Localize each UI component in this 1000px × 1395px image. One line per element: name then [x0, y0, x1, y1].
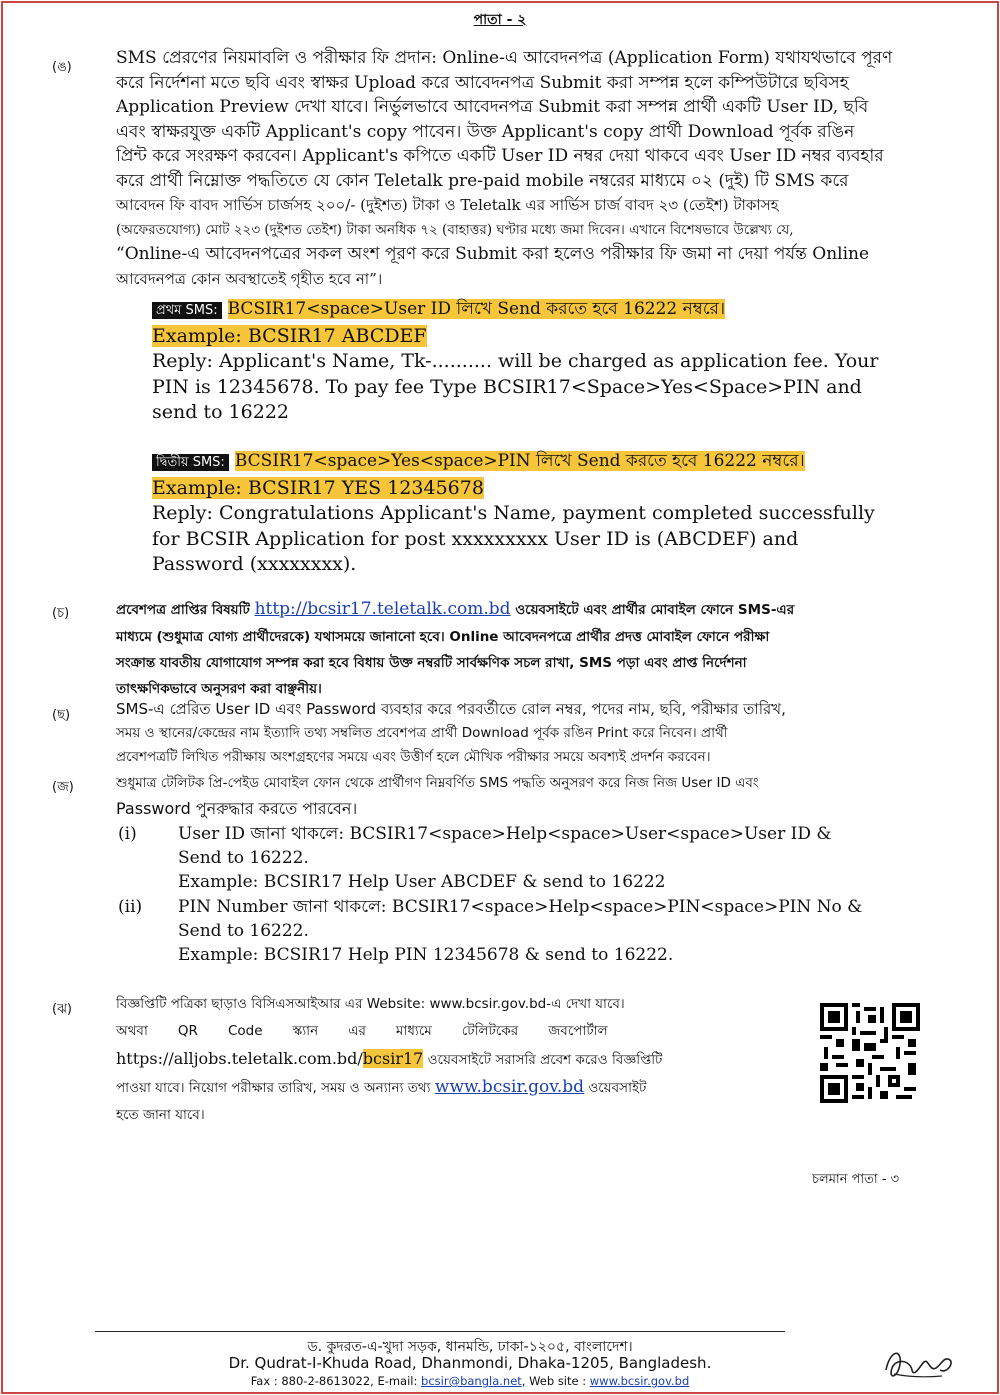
sms1-instruction: BCSIR17<space>User ID লিখে Send করতে হবে 16222 নম্বরে।	[227, 299, 726, 319]
section-ja-item-num: (ii)	[118, 897, 143, 917]
signature-image	[880, 1340, 960, 1385]
section-ja-item-line: Send to 16222.	[178, 848, 309, 868]
section-u-line: প্রিন্ট করে সংরক্ষণ করবেন। Applicant's কপিতে একটি User ID নম্বর দেয়া থাকবে এবং User ID নম্বর ব্যবহার	[116, 146, 884, 166]
section-u-line: SMS প্রেরণের নিয়মাবলি ও পরীক্ষার ফি প্রদান: Online-এ আবেদনপত্র (Application Form) যথাযথভাবে পূরণ	[116, 48, 893, 68]
footer-en-address: Dr. Qudrat-I-Khuda Road, Dhanmondi, Dhaka-1205, Bangladesh.	[228, 1354, 712, 1372]
section-ja-item	[178, 895, 938, 967]
section-jha-line: হতে জানা যাবে।	[116, 1107, 205, 1123]
section-cha-line: তাৎক্ষণিকভাবে অনুসরণ করা বাঞ্ছনীয়।	[116, 681, 322, 697]
section-chha-line: প্রবেশপত্রটি লিখিত পরীক্ষায় অংশগ্রহণের সময়ে এবং উত্তীর্ণ হলে মৌখিক পরীক্ষার সময়ে অবশ্যই প্রদর্শন করবেন।	[116, 749, 711, 765]
section-ja-item-line: User ID জানা থাকলে: BCSIR17<space>Help<space>User<space>User ID &	[178, 824, 832, 844]
sms1-reply-line: send to 16222	[152, 401, 289, 423]
section-chha-line: SMS-এ প্রেরিত User ID এবং Password ব্যবহার করে পরবর্তীতে রোল নম্বর, পদের নাম, ছবি, পরীক্ষার তারিখ,	[116, 700, 786, 718]
sms2-block	[152, 448, 938, 578]
section-chha-line: সময় ও স্থানের/কেন্দ্রের নাম ইত্যাদি তথ্য সম্বলিত প্রবেশপত্র প্রার্থী Download পূর্বক রঙিন Print করে নিবেন। প্রার্থী	[116, 725, 728, 741]
section-u-line: “Online-এ আবেদনপত্রের সকল অংশ পূরণ করে Submit করা হলেও পরীক্ষার ফি জমা না দেয়া পর্যন্ত Online	[116, 244, 870, 264]
footer-website-link[interactable]: www.bcsir.gov.bd	[589, 1374, 690, 1388]
sms1-block	[152, 296, 938, 426]
sms2-reply-line: Password (xxxxxxxx).	[152, 553, 357, 575]
footer-email-link[interactable]: bcsir@bangla.net	[421, 1374, 522, 1388]
section-cha-line: সংক্রান্ত যাবতীয় যোগাযোগ সম্পন্ন করা হবে বিধায় উক্ত নম্বরটি সার্বক্ষণিক সচল রাখা, SMS পড়া এবং প্রাপ্ত নির্দেশনা	[116, 655, 747, 671]
section-chha-text	[116, 697, 938, 769]
page-number-header: পাতা - ২	[473, 12, 527, 28]
footer-fax: Fax : 880-2-8613022, E-mail:	[250, 1374, 422, 1388]
section-ja-item-line: Example: BCSIR17 Help PIN 12345678 & send to 16222.	[178, 945, 674, 965]
sms1-reply-line: Reply: Applicant's Name, Tk-.......... will be charged as application fee. Your	[152, 350, 879, 372]
section-jha-text	[116, 991, 796, 1129]
section-jha-website-link[interactable]: www.bcsir.gov.bd	[434, 1077, 585, 1097]
section-u-line: করে নির্দেশনা মতে ছবি এবং স্বাক্ষর Upload করে আবেদনপত্র Submit করা সম্পন্ন হলে কম্পিউটারে ছবিসহ	[116, 72, 849, 93]
sms1-example: Example: BCSIR17 ABCDEF	[152, 324, 427, 347]
section-ja-item	[178, 822, 938, 894]
section-ja-line: Password পুনরুদ্ধার করতে পারবেন।	[116, 799, 358, 818]
sms1-reply-line: PIN is 12345678. To pay fee Type BCSIR17<Space>Yes<Space>PIN and	[152, 375, 862, 398]
section-u-line: আবেদনপত্র কোন অবস্থাতেই গৃহীত হবে না”।	[116, 269, 383, 288]
section-jha-portal-path: bcsir17	[362, 1049, 424, 1068]
section-jha-line: বিজ্ঞপ্তিটি পত্রিকা ছাড়াও বিসিএসআইআর এর Website: www.bcsir.gov.bd-এ দেখা যাবে।	[116, 996, 625, 1012]
footer-bn-address: ড. কুদরত-এ-খুদা সড়ক, ধানমন্ডি, ঢাকা-১২০৫, বাংলাদেশ।	[307, 1339, 633, 1355]
section-u-text	[116, 46, 938, 291]
section-cha-text	[116, 596, 938, 702]
section-ja-item-line: Send to 16222.	[178, 921, 309, 941]
section-u-line: আবেদন ফি বাবদ সার্ভিস চার্জসহ ২০০/- (দুইশত) টাকা ও Teletalk এর সার্ভিস চার্জ বাবদ ২৩ (তেইশ) টাকাসহ	[116, 196, 779, 214]
section-cha-prefix: প্রবেশপত্র প্রাপ্তির বিষয়টি	[116, 602, 250, 618]
footer-web-label: , Web site :	[521, 1374, 590, 1388]
section-ja-text	[116, 771, 938, 821]
section-jha-line3-rest: ওয়েবসাইটে সরাসরি প্রবেশ করেও বিজ্ঞপ্তিটি	[423, 1052, 663, 1068]
sms2-reply-line: for BCSIR Application for post xxxxxxxxx User ID is (ABCDEF) and	[152, 527, 799, 550]
section-jha-line4-rest: ওয়েবসাইট	[584, 1080, 647, 1096]
sms2-tag: দ্বিতীয় SMS:	[152, 454, 229, 471]
section-u-label: (ঙ)	[52, 60, 72, 75]
footer-divider	[95, 1331, 785, 1332]
section-u-line: Application Preview দেখা যাবে। নির্ভুলভাবে আবেদনপত্র Submit করা সম্পন্ন প্রার্থী একটি User ID, ছবি	[116, 97, 869, 117]
section-jha-label: (ঝ)	[52, 1002, 72, 1017]
qr-code-image	[820, 1003, 920, 1103]
section-u-line: এবং স্বাক্ষরযুক্ত একটি Applicant's copy পাবেন। উক্ত Applicant's copy প্রার্থী Download পূর্বক রঙিন	[116, 121, 855, 142]
section-ja-label: (জ)	[52, 780, 74, 795]
section-cha-line1-rest: ওয়েবসাইটে এবং প্রার্থীর মোবাইল ফোনে SMS-এর	[515, 602, 795, 618]
section-u-line: (অফেরতযোগ্য) মোট ২২৩ (দুইশত তেইশ) টাকা অনধিক ৭২ (বাহাত্তর) ঘণ্টার মধ্যে জমা দিবেন। এখানে বিশেষভাবে উল্লেখ্য যে,	[116, 221, 794, 238]
section-ja-item-num: (i)	[118, 824, 137, 844]
section-ja-line: শুধুমাত্র টেলিটক প্রি-পেইড মোবাইল ফোন থেকে প্রার্থীগণ নিম্নবর্ণিত SMS পদ্ধতি অনুসরণ করে নিজ নিজ User ID এবং	[116, 775, 759, 791]
section-chha-label: (ছ)	[52, 708, 71, 723]
sms2-example: Example: BCSIR17 YES 12345678	[152, 476, 484, 499]
section-cha-link[interactable]: http://bcsir17.teletalk.com.bd	[254, 599, 511, 619]
sms2-instruction: BCSIR17<space>Yes<space>PIN লিখে Send করতে হবে 16222 নম্বরে।	[234, 451, 805, 471]
section-jha-portal-url: https://alljobs.teletalk.com.bd/	[116, 1049, 363, 1068]
section-jha-line4-prefix: পাওয়া যাবে। নিয়োগ পরীক্ষার তারিখ, সময় ও অন্যান্য তথ্য	[116, 1080, 435, 1096]
section-ja-item-line: Example: BCSIR17 Help User ABCDEF & send to 16222	[178, 872, 666, 892]
section-jha-line: অথবা QR Code স্ক্যান এর মাধ্যমে টেলিটকের জবপোর্টাল	[116, 1023, 608, 1039]
continued-page-note: চলমান পাতা - ৩	[812, 1172, 900, 1187]
section-cha-line: মাধ্যমে (শুধুমাত্র যোগ্য প্রার্থীদেরকে) যথাসময়ে জানানো হবে। Online আবেদনপত্রে প্রার্থীর প্রদত্ত মোবাইল ফোনে পরীক্ষা	[116, 629, 770, 645]
sms1-tag: প্রথম SMS:	[152, 302, 222, 319]
section-ja-item-line: PIN Number জানা থাকলে: BCSIR17<space>Help<space>PIN<space>PIN No &	[178, 897, 863, 917]
footer-contact	[150, 1374, 790, 1388]
section-u-line: করে প্রার্থী নিম্নোক্ত পদ্ধতিতে যে কোন Teletalk pre-paid mobile নম্বরের মাধ্যমে ০২ (দুই) টি SMS করে	[116, 170, 849, 191]
section-cha-label: (চ)	[52, 606, 70, 621]
sms2-reply-line: Reply: Congratulations Applicant's Name, payment completed successfully	[152, 502, 875, 524]
